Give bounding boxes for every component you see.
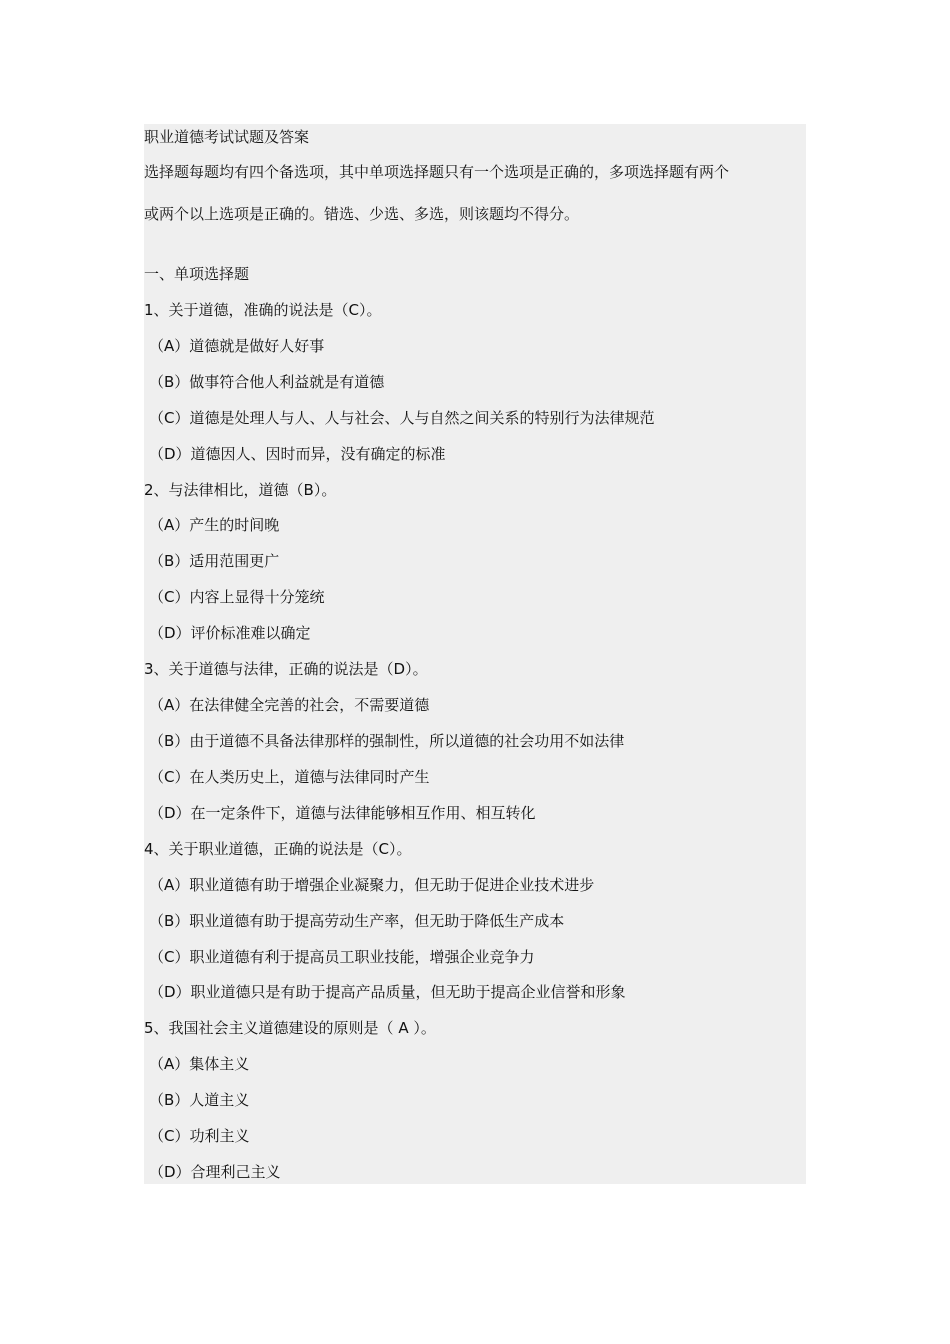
document-content: [144, 124, 806, 1184]
question-5-option-b: （B）人道主义: [149, 1091, 250, 1109]
question-5-stem: 5、我国社会主义道德建设的原则是（ A ）。: [144, 1019, 436, 1037]
question-2-option-a: （A）产生的时间晚: [149, 516, 280, 534]
section-title: 一、单项选择题: [144, 265, 250, 283]
question-5-option-c: （C）功利主义: [149, 1127, 250, 1145]
question-1-option-c: （C）道德是处理人与人、人与社会、人与自然之间关系的特别行为法律规范: [149, 409, 655, 427]
question-3-option-d: （D）在一定条件下，道德与法律能够相互作用、相互转化: [149, 804, 536, 822]
question-5-option-a: （A）集体主义: [149, 1055, 250, 1073]
question-1-option-a: （A）道德就是做好人好事: [149, 337, 325, 355]
question-4-option-b: （B）职业道德有助于提高劳动生产率，但无助于降低生产成本: [149, 912, 565, 930]
document-title: 职业道德考试试题及答案: [144, 128, 310, 146]
question-2-option-d: （D）评价标准难以确定: [149, 624, 311, 642]
question-2-option-b: （B）适用范围更广: [149, 552, 280, 570]
question-4-option-d: （D）职业道德只是有助于提高产品质量，但无助于提高企业信誉和形象: [149, 983, 626, 1001]
intro-line-2: 或两个以上选项是正确的。错选、少选、多选，则该题均不得分。: [144, 205, 580, 223]
question-4-option-a: （A）职业道德有助于增强企业凝聚力，但无助于促进企业技术进步: [149, 876, 595, 894]
question-1-option-d: （D）道德因人、因时而异，没有确定的标准: [149, 445, 446, 463]
question-2-stem: 2、与法律相比，道德（B）。: [144, 481, 337, 499]
question-4-option-c: （C）职业道德有利于提高员工职业技能，增强企业竞争力: [149, 948, 535, 966]
intro-line-1: 选择题每题均有四个备选项，其中单项选择题只有一个选项是正确的，多项选择题有两个: [144, 163, 730, 181]
question-2-option-c: （C）内容上显得十分笼统: [149, 588, 325, 606]
question-3-option-b: （B）由于道德不具备法律那样的强制性，所以道德的社会功用不如法律: [149, 732, 625, 750]
question-5-option-d: （D）合理利己主义: [149, 1163, 281, 1181]
question-3-option-a: （A）在法律健全完善的社会，不需要道德: [149, 696, 430, 714]
question-1-option-b: （B）做事符合他人利益就是有道德: [149, 373, 385, 391]
question-3-stem: 3、关于道德与法律，正确的说法是（D）。: [144, 660, 428, 678]
question-1-stem: 1、关于道德，准确的说法是（C）。: [144, 301, 382, 319]
question-4-stem: 4、关于职业道德，正确的说法是（C）。: [144, 840, 412, 858]
question-3-option-c: （C）在人类历史上，道德与法律同时产生: [149, 768, 430, 786]
